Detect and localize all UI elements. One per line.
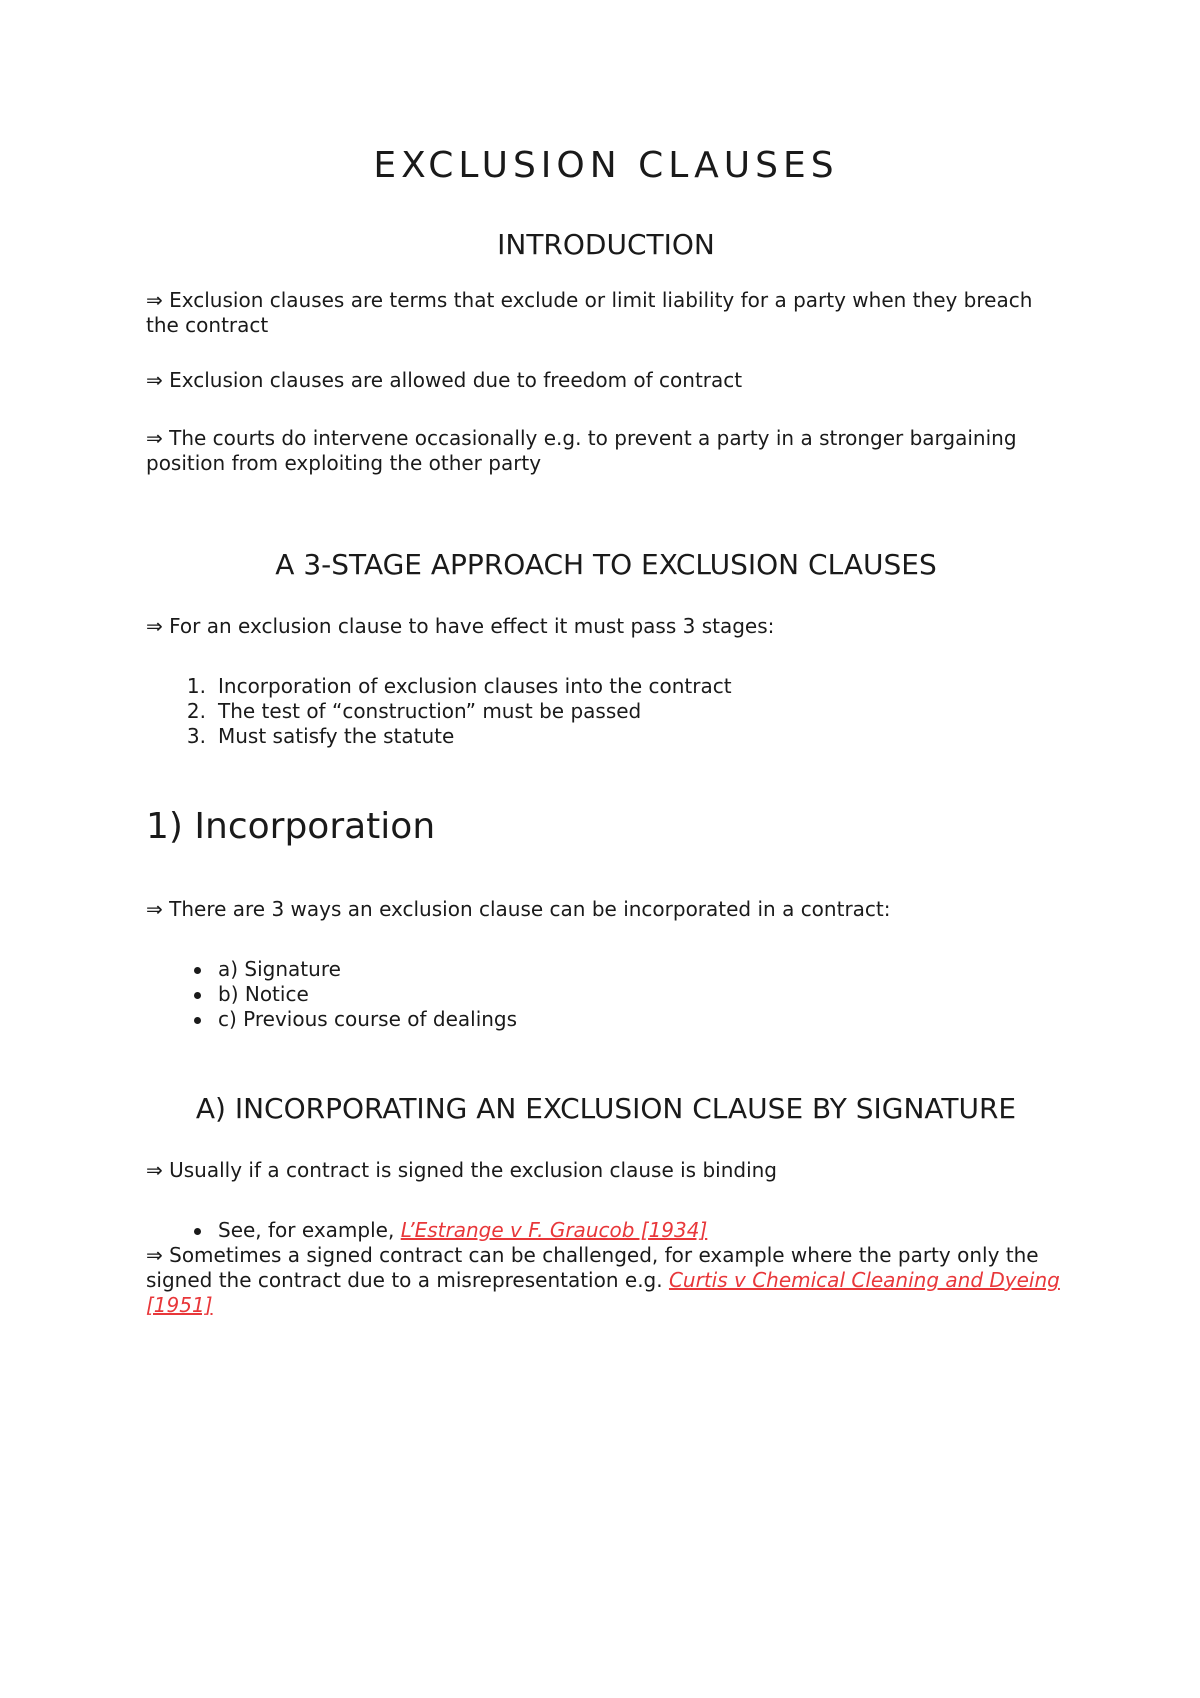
arrow-icon: ⇒ (146, 897, 163, 921)
bullet-icon (194, 967, 201, 974)
intro-point-1 (146, 288, 1066, 338)
incorporation-point (146, 897, 1066, 922)
list-item (182, 699, 732, 724)
signature-point-text: Usually if a contract is signed the exclusion clause is binding (169, 1158, 777, 1182)
challenge-text: Sometimes a signed contract can be challenged, for example where the party only the signed the contract due to a misrepresentation e.g. (146, 1243, 1039, 1292)
bullet-icon (194, 992, 201, 999)
bullet-icon (194, 1228, 201, 1235)
bullet-icon (194, 1017, 201, 1024)
list-item (182, 1007, 517, 1032)
arrow-icon: ⇒ (146, 614, 163, 638)
document-title: EXCLUSION CLAUSES (373, 145, 839, 186)
list-number: 2. (186, 699, 206, 723)
arrow-icon: ⇒ (146, 1243, 163, 1267)
list-item (182, 724, 732, 749)
arrow-icon: ⇒ (146, 426, 163, 450)
list-item-text: Must satisfy the statute (218, 724, 455, 748)
list-item (182, 957, 517, 982)
approach-point (146, 614, 1066, 639)
list-item-text: The test of “construction” must be passed (218, 699, 642, 723)
intro-point-text: Exclusion clauses are allowed due to freedom of contract (169, 368, 743, 392)
list-number: 3. (186, 724, 206, 748)
challenge-point (146, 1243, 1066, 1318)
intro-point-text: Exclusion clauses are terms that exclude or limit liability for a party when they breach the contract (146, 288, 1033, 337)
list-item-text: b) Notice (218, 982, 309, 1006)
example-list (182, 1218, 707, 1243)
approach-heading: A 3-STAGE APPROACH TO EXCLUSION CLAUSES (275, 548, 937, 581)
list-number: 1. (186, 674, 206, 698)
intro-point-3 (146, 426, 1066, 476)
signature-point (146, 1158, 1066, 1183)
incorporation-heading: 1) Incorporation (146, 806, 436, 847)
introduction-heading: INTRODUCTION (497, 228, 715, 261)
signature-heading: A) INCORPORATING AN EXCLUSION CLAUSE BY SIGNATURE (195, 1092, 1017, 1125)
stages-list (182, 674, 732, 749)
intro-point-2 (146, 368, 1066, 393)
case-link-lestrange[interactable]: L’Estrange v F. Graucob [1934] (400, 1218, 708, 1242)
list-item (182, 982, 517, 1007)
document-page (146, 0, 1066, 1698)
case-link-curtis[interactable]: Curtis v Chemical Cleaning and Dyeing [1951] (146, 1268, 1060, 1317)
list-item-text: Incorporation of exclusion clauses into the contract (218, 674, 732, 698)
list-item (182, 674, 732, 699)
list-item-text: c) Previous course of dealings (218, 1007, 518, 1031)
example-prefix: See, for example, (218, 1218, 401, 1242)
arrow-icon: ⇒ (146, 288, 163, 312)
ways-list (182, 957, 517, 1032)
intro-point-text: The courts do intervene occasionally e.g. to prevent a party in a stronger bargaining position from exploiting the other party (146, 426, 1017, 475)
approach-point-text: For an exclusion clause to have effect it must pass 3 stages: (169, 614, 775, 638)
list-item-text: a) Signature (218, 957, 341, 981)
list-item (182, 1218, 707, 1243)
incorporation-point-text: There are 3 ways an exclusion clause can be incorporated in a contract: (169, 897, 891, 921)
arrow-icon: ⇒ (146, 368, 163, 392)
arrow-icon: ⇒ (146, 1158, 163, 1182)
